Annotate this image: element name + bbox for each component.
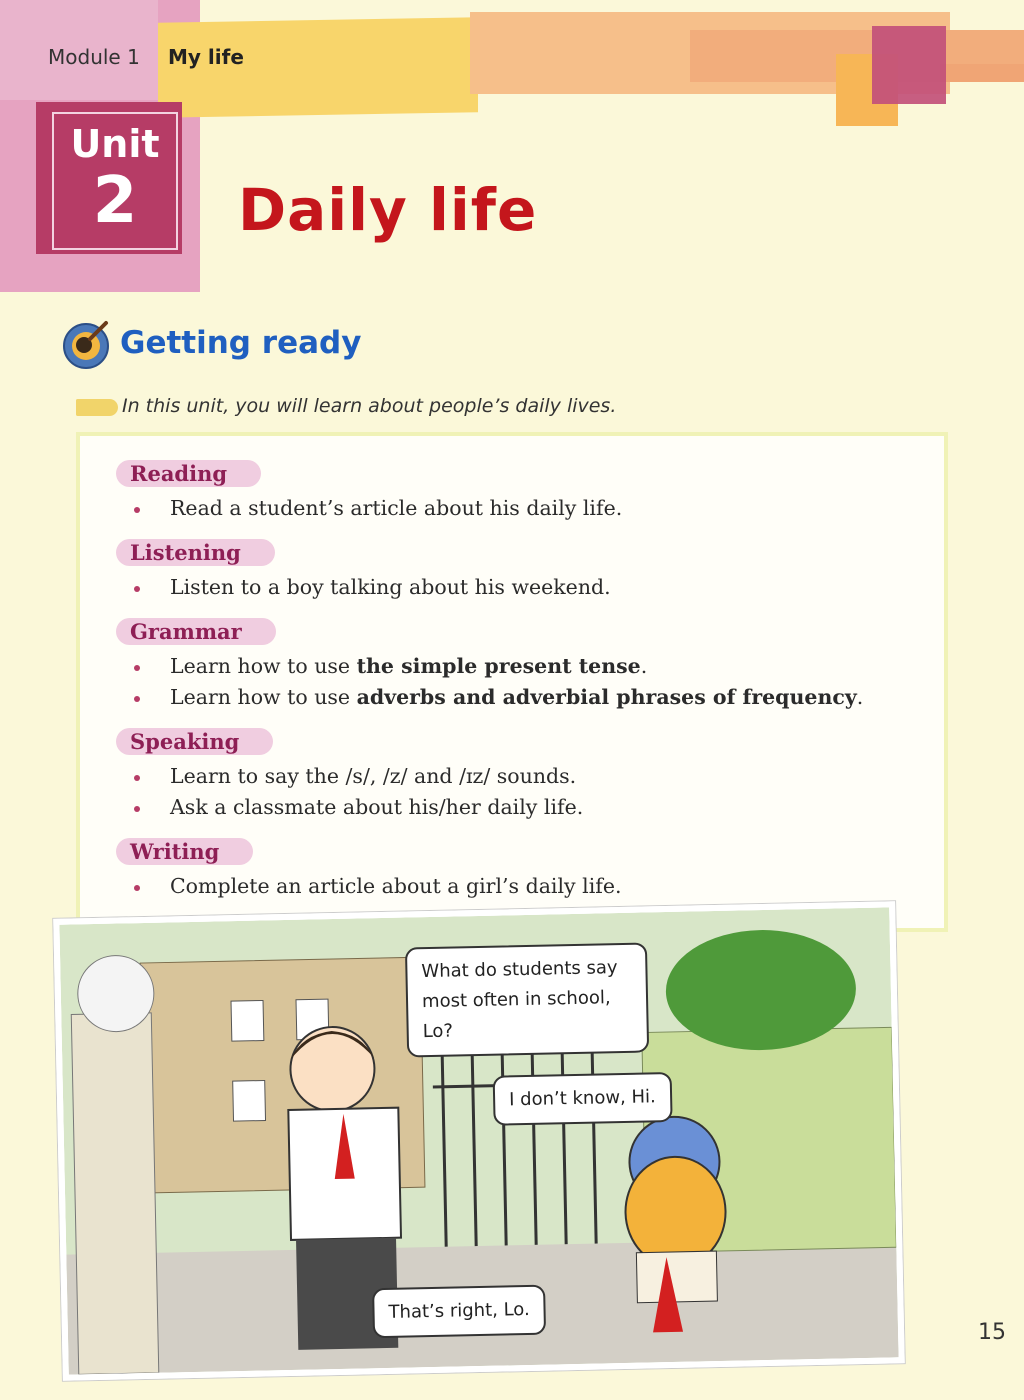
section-grammar [116,618,863,713]
list-item: Listen to a boy talking about his weekend. [116,572,611,603]
gong-icon [60,319,112,371]
getting-ready-title: Getting ready [120,325,362,361]
module-title: My life [168,45,244,69]
header-decor-magenta [872,26,946,104]
unit-title: Daily life [238,176,538,244]
section-speaking [116,728,583,823]
comic-illustration [53,901,904,1381]
objectives-panel [76,432,948,932]
list-item: Learn how to use the simple present tense. [116,651,863,682]
speech-bubble-1: What do students say most often in school, Lo? [405,942,649,1057]
section-listening [116,539,611,603]
intro-text: In this unit, you will learn about people’s daily lives. [122,395,617,417]
section-label: Listening [116,539,275,566]
section-label: Speaking [116,728,273,755]
section-writing [116,838,621,902]
unit-number: 2 [92,164,138,238]
list-item: Complete an article about a girl’s daily life. [116,871,621,902]
section-label: Grammar [116,618,276,645]
speech-bubble-2: I don’t know, Hi. [493,1072,673,1126]
header-decor-orange-3 [940,64,1024,82]
unit-badge [36,102,182,254]
speech-bubble-3: That’s right, Lo. [372,1285,546,1339]
module-label: Module 1 [48,45,140,69]
list-item: Read a student’s article about his daily life. [116,493,622,524]
page-number: 15 [978,1320,1006,1345]
unit-word: Unit [70,122,160,166]
list-item: Ask a classmate about his/her daily life. [116,792,583,823]
section-reading [116,460,622,524]
list-item: Learn to say the /s/, /z/ and /ɪz/ sounds. [116,761,583,792]
intro-marker [76,399,118,416]
section-label: Writing [116,838,253,865]
section-label: Reading [116,460,261,487]
list-item: Learn how to use adverbs and adverbial phrases of frequency. [116,682,863,713]
